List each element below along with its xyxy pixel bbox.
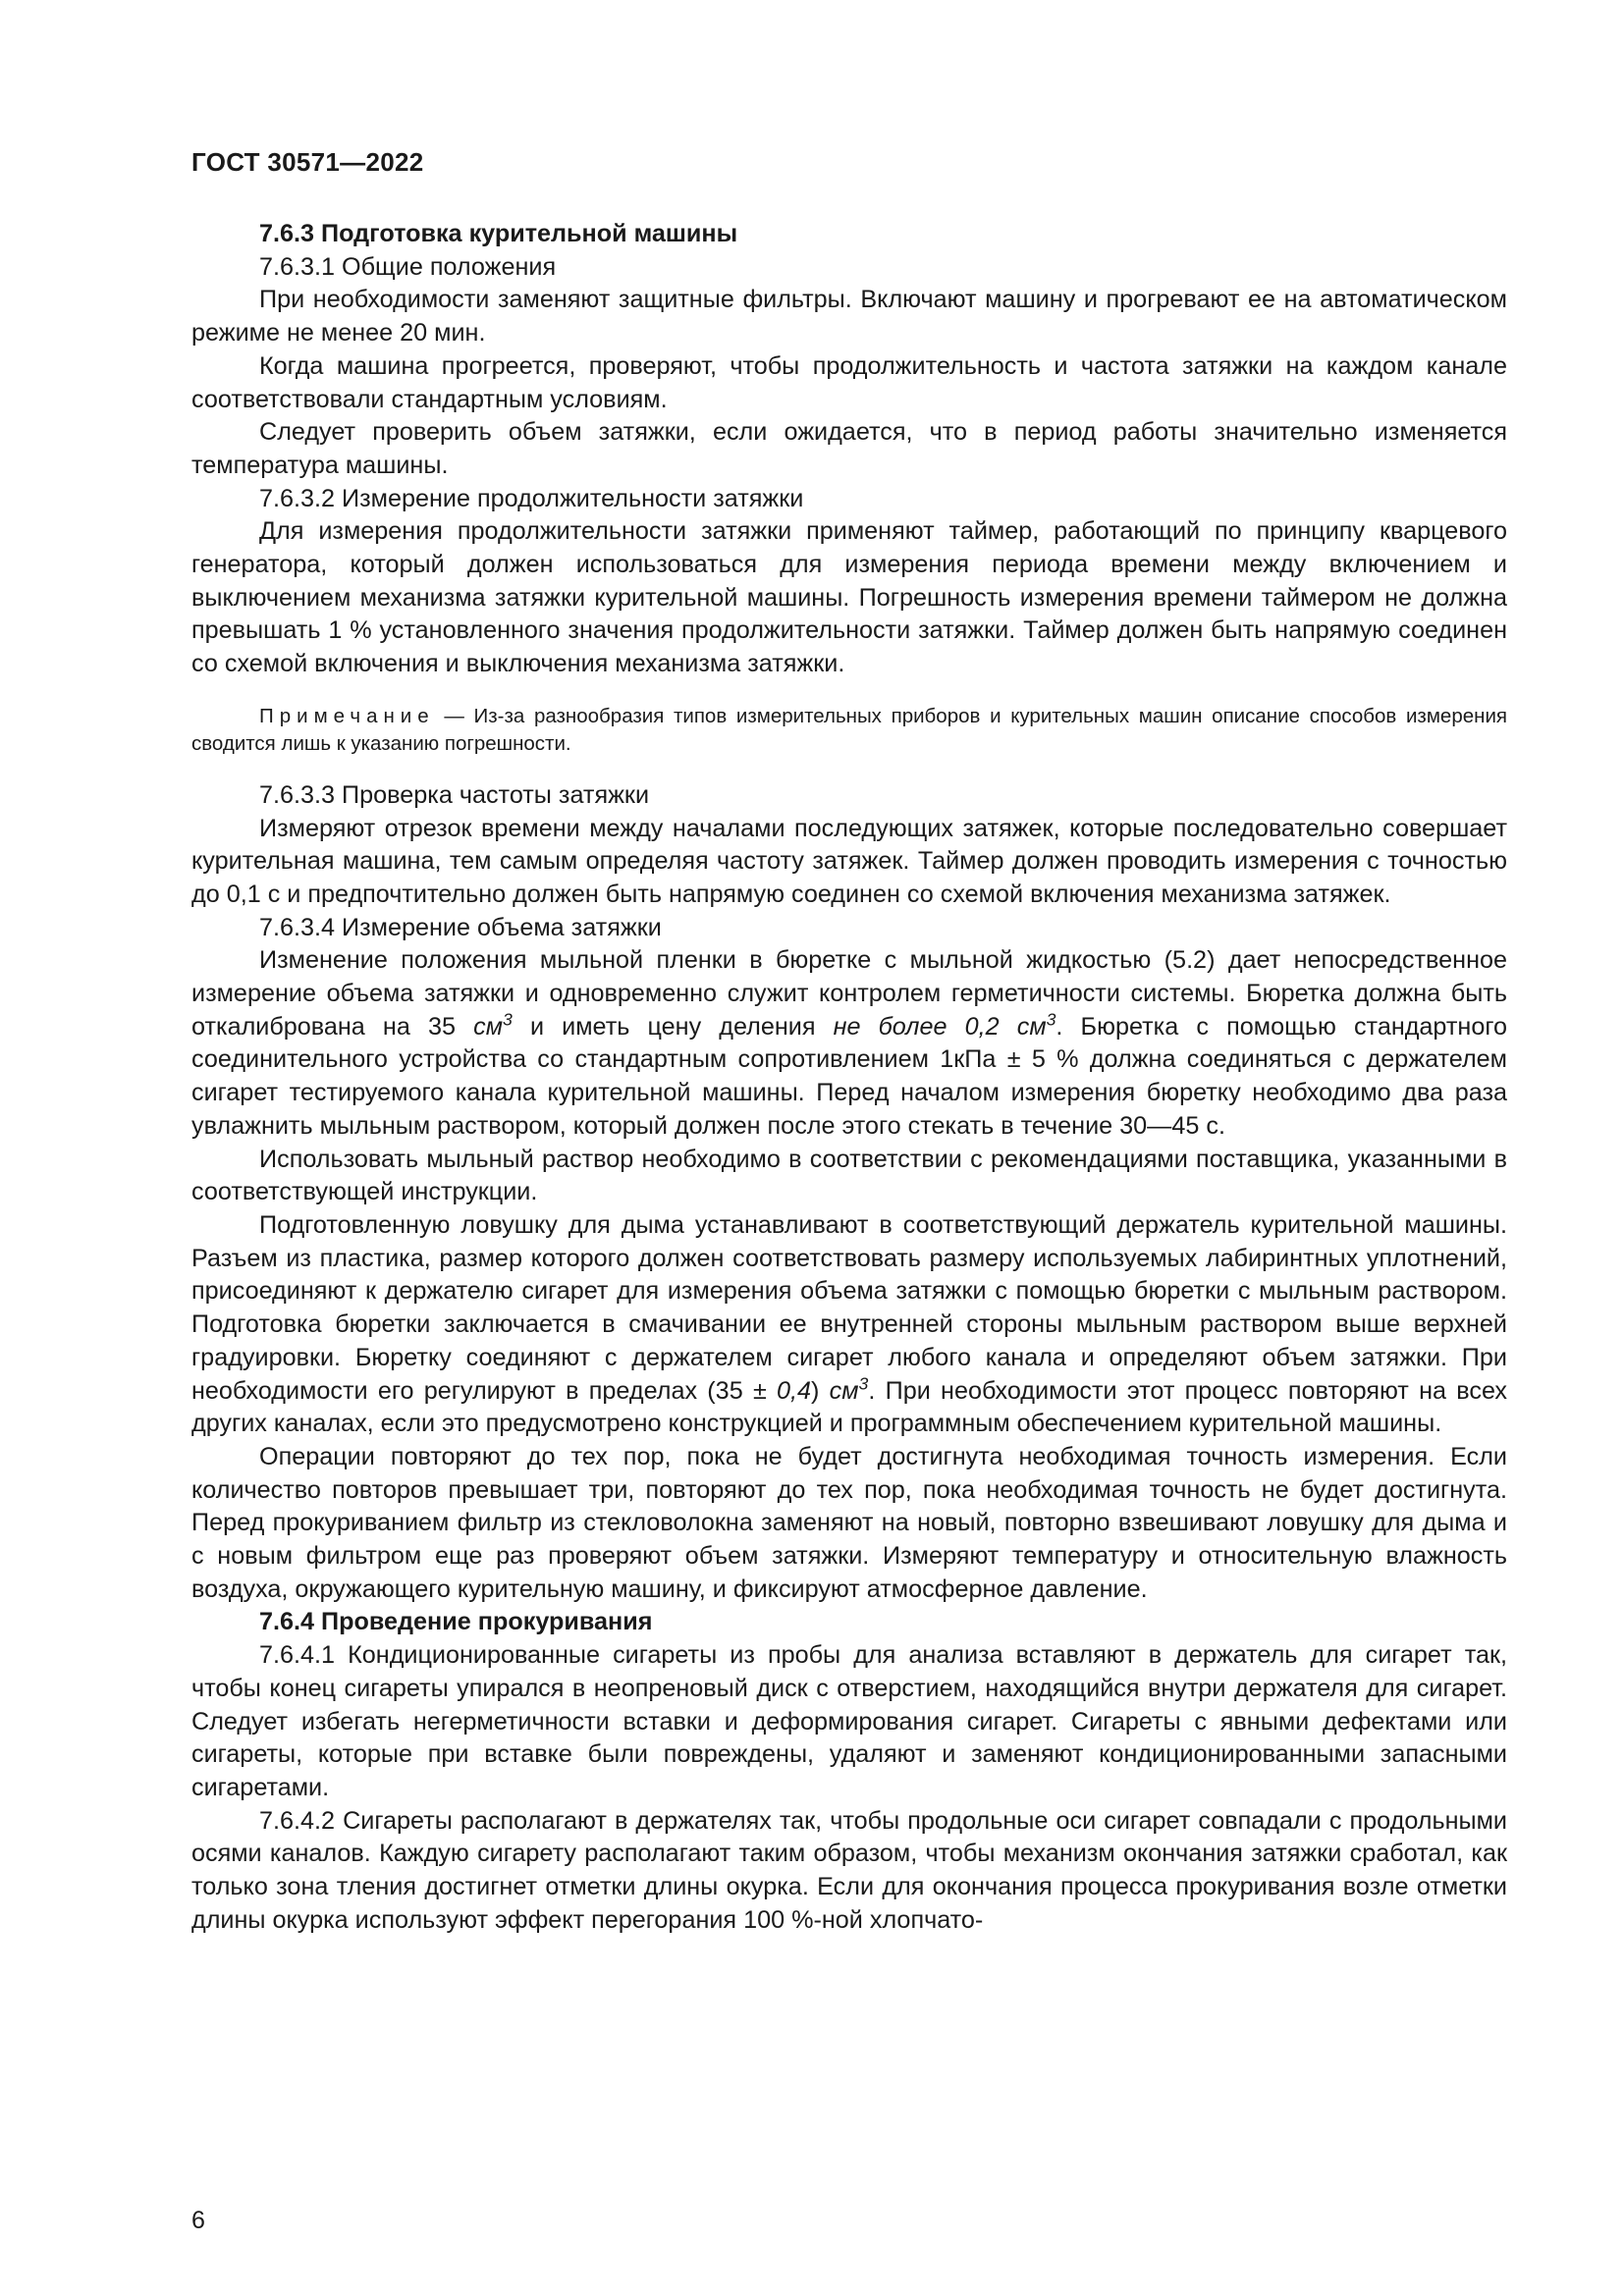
paragraph: Операции повторяют до тех пор, пока не будет достигнута необходимая точность измерения. Если количество повторов превышает три, повторяют до тех пор, пока необходимая точность не будет достигнута. Перед прокуриванием фильтр из стекловолокна заменяют на новый, повторно взвешивают ловушку для дыма и с новым фильтром еще раз проверяют объем затяжки. Измеряют температуру и относительную влажность воздуха, окружающего курительную машину, и фиксируют атмосферное давление. (191, 1442, 1507, 1603)
exponent: 3 (503, 1009, 513, 1030)
paragraph: Для измерения продолжительности затяжки применяют таймер, работающий по принципу кварцевого генератора, который должен использоваться для измерения периода времени между включением и выключением механизма затяжки курительной машины. Погрешность измерения времени таймером не должна превышать 1 % установленного значения продолжительности затяжки. Таймер должен быть напрямую соединен со схемой включения и выключения механизма затяжки. (191, 517, 1507, 678)
paragraph: 7.6.4.1 Кондиционированные сигареты из пробы для анализа вставляют в держатель для сигарет так, чтобы конец сигареты упирался в неопреновый диск с отверстием, находящийся внутри держателя для сигарет. Следует избегать негерметичности вставки и деформирования сигарет. Сигареты с явными дефектами или сигареты, которые при вставке были повреждены, удаляют и заменяют кондиционированными запасными сигаретами. (191, 1641, 1507, 1801)
subsection-heading-7-6-3-4: 7.6.3.4 Измерение объема затяжки (259, 913, 662, 941)
paragraph: Следует проверить объем затяжки, если ожидается, что в период работы значительно изменяется температура машины. (191, 418, 1507, 479)
paragraph: При необходимости заменяют защитные фильтры. Включают машину и прогревают ее на автоматическом режиме не менее 20 мин. (191, 286, 1507, 347)
unit: см (829, 1376, 859, 1405)
text-run: и иметь цену деления (512, 1012, 834, 1041)
note-label: Примечание (259, 704, 435, 727)
document-body (191, 218, 1507, 1937)
text-run: ) (811, 1376, 830, 1405)
subsection-heading-7-6-3-1: 7.6.3.1 Общие положения (259, 252, 557, 281)
exponent: 3 (1046, 1009, 1056, 1030)
paragraph: Когда машина прогреется, проверяют, чтобы продолжительность и частота затяжки на каждом канале соответствовали стандартным условиям. (191, 351, 1507, 413)
subsection-heading-7-6-3-3: 7.6.3.3 Проверка частоты затяжки (259, 780, 650, 809)
note-text: — Из-за разнообразия типов измерительных приборов и курительных машин описание способов измерения сводится лишь к указанию погрешности. (191, 704, 1507, 755)
unit: см (473, 1012, 504, 1041)
section-heading-7-6-3: 7.6.3 Подготовка курительной машины (259, 220, 738, 247)
paragraph (191, 944, 1507, 1143)
text-run: . При необходимости этот процесс повторяют на всех других каналах, если это предусмотрено конструкцией и программным обеспечением курительной машины. (191, 1376, 1507, 1438)
note (191, 703, 1507, 758)
text-run: . Бюретка с помощью стандартного соединительного устройства со стандартным сопротивлением 1кПа ± 5 % должна соединяться с держателем сигарет тестируемого канала курительной машины. Перед началом измерения бюретку необходимо два раза увлажнить мыльным раствором, который должен после этого стекать в течение 30—45 с. (191, 1012, 1507, 1140)
paragraph (191, 1209, 1507, 1441)
paragraph: Использовать мыльный раствор необходимо в соответствии с рекомендациями поставщика, указанными в соответствующей инструкции. (191, 1145, 1507, 1206)
page-number: 6 (191, 2207, 205, 2234)
paragraph: Измеряют отрезок времени между началами последующих затяжек, которые последовательно совершает курительная машина, тем самым определяя частоту затяжек. Таймер должен проводить измерения с точностью до 0,1 с и предпочтительно должен быть напрямую соединен со схемой включения механизма затяжек. (191, 814, 1507, 908)
italic-text: 0,4 (777, 1376, 812, 1405)
text-run: Подготовленную ловушку для дыма устанавливают в соответствующий держатель курительной машины. Разъем из пластика, размер которого должен соответствовать размеру используемых лабиринтных уплотнений, присоединяют к держателю сигарет для измерения объема затяжки с помощью бюретки с мыльным раствором. Подготовка бюретки заключается в смачивании ее внутренней стороны мыльным раствором выше верхней градуировки. Бюретку соединяют с держателем сигарет любого канала и определяют объем затяжки. При необходимости его регулируют в пределах (35 ± (191, 1210, 1507, 1405)
exponent: 3 (858, 1372, 869, 1393)
text-run: Изменение положения мыльной пленки в бюретке с мыльной жидкостью (5.2) дает непосредственное измерение объема затяжки и одновременно служит контролем герметичности системы. Бюретка должна быть откалибрована на 35 (191, 946, 1507, 1041)
section-heading-7-6-4: 7.6.4 Проведение прокуривания (259, 1608, 653, 1636)
paragraph: 7.6.4.2 Сигареты располагают в держателях так, чтобы продольные оси сигарет совпадали с продольными осями каналов. Каждую сигарету располагают таким образом, чтобы механизм окончания затяжки сработал, как только зона тления достигнет отметки длины окурка. Если для окончания процесса прокуривания возле отметки длины окурка используют эффект перегорания 100 %-ной хлопчато- (191, 1806, 1507, 1934)
document-header: ГОСТ 30571—2022 (191, 147, 424, 177)
subsection-heading-7-6-3-2: 7.6.3.2 Измерение продолжительности затяжки (259, 484, 804, 512)
italic-text: не более 0,2 см (833, 1012, 1047, 1041)
